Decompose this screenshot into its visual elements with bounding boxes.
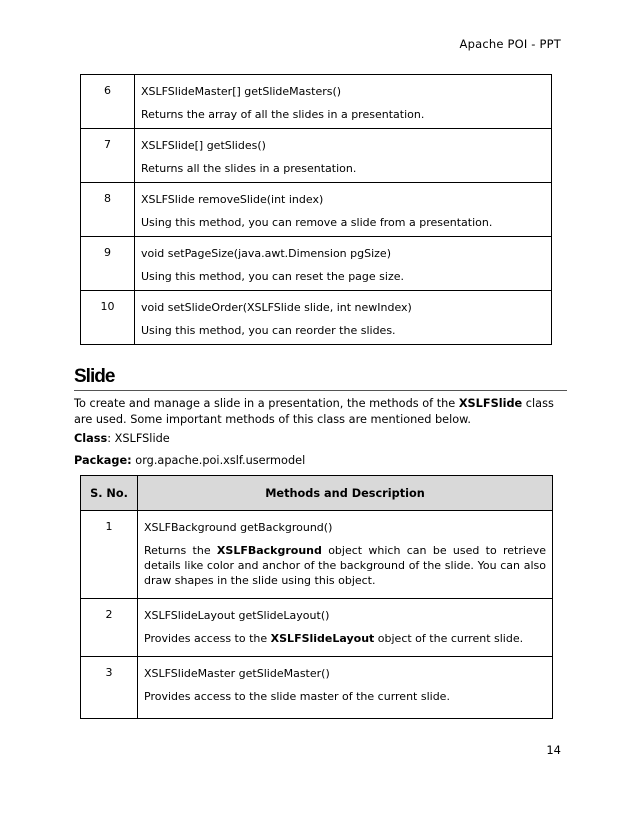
method-description: Provides access to the slide master of the current slide. [144, 690, 450, 703]
table-row [81, 237, 552, 291]
section-heading [74, 366, 567, 391]
package-line: Package: org.apache.poi.xslf.usermodel [74, 454, 306, 467]
method-signature: XSLFSlideLayout getSlideLayout() [144, 609, 330, 622]
method-description: Returns the array of all the slides in a presentation. [141, 108, 425, 121]
running-header: Apache POI - PPT [459, 37, 561, 51]
page-number: 14 [546, 743, 561, 757]
method-description: Using this method, you can reorder the slides. [141, 324, 396, 337]
row-number: 8 [81, 183, 135, 237]
row-number: 2 [81, 599, 138, 657]
row-number: 10 [81, 291, 135, 345]
col-header-desc: Methods and Description [138, 476, 553, 511]
slide-methods-table [80, 475, 553, 719]
method-signature: XSLFSlideMaster[] getSlideMasters() [141, 85, 342, 98]
table-row [81, 183, 552, 237]
method-signature: XSLFBackground getBackground() [144, 521, 333, 534]
method-description: Provides access to the XSLFSlideLayout object of the current slide. [144, 632, 524, 645]
method-description: Returns all the slides in a presentation. [141, 162, 357, 175]
table-row [81, 291, 552, 345]
table-row [81, 657, 553, 719]
method-signature: XSLFSlideMaster getSlideMaster() [144, 667, 330, 680]
table-header-row [81, 476, 553, 511]
section-title: Slide [74, 366, 115, 387]
row-number: 7 [81, 129, 135, 183]
row-number: 6 [81, 75, 135, 129]
methods-table-continued [80, 74, 552, 345]
method-description: Returns the XSLFBackground object which can be used to retrieve details like color and anchor of the background of the slide. You can also draw shapes in the slide using this object. [144, 544, 546, 587]
row-number: 9 [81, 237, 135, 291]
table-row [81, 511, 553, 599]
row-number: 3 [81, 657, 138, 719]
col-header-no: S. No. [81, 476, 138, 511]
section-intro: To create and manage a slide in a presentation, the methods of the XSLFSlide class are used. Some important methods of this class are mentioned below. [74, 397, 554, 426]
method-signature: void setPageSize(java.awt.Dimension pgSize) [141, 247, 391, 260]
row-number: 1 [81, 511, 138, 599]
method-signature: XSLFSlide removeSlide(int index) [141, 193, 324, 206]
class-line: Class: XSLFSlide [74, 432, 170, 445]
method-description: Using this method, you can reset the page size. [141, 270, 404, 283]
method-signature: void setSlideOrder(XSLFSlide slide, int newIndex) [141, 301, 412, 314]
method-description: Using this method, you can remove a slide from a presentation. [141, 216, 493, 229]
table-row [81, 75, 552, 129]
table-row [81, 599, 553, 657]
table-row [81, 129, 552, 183]
method-signature: XSLFSlide[] getSlides() [141, 139, 266, 152]
